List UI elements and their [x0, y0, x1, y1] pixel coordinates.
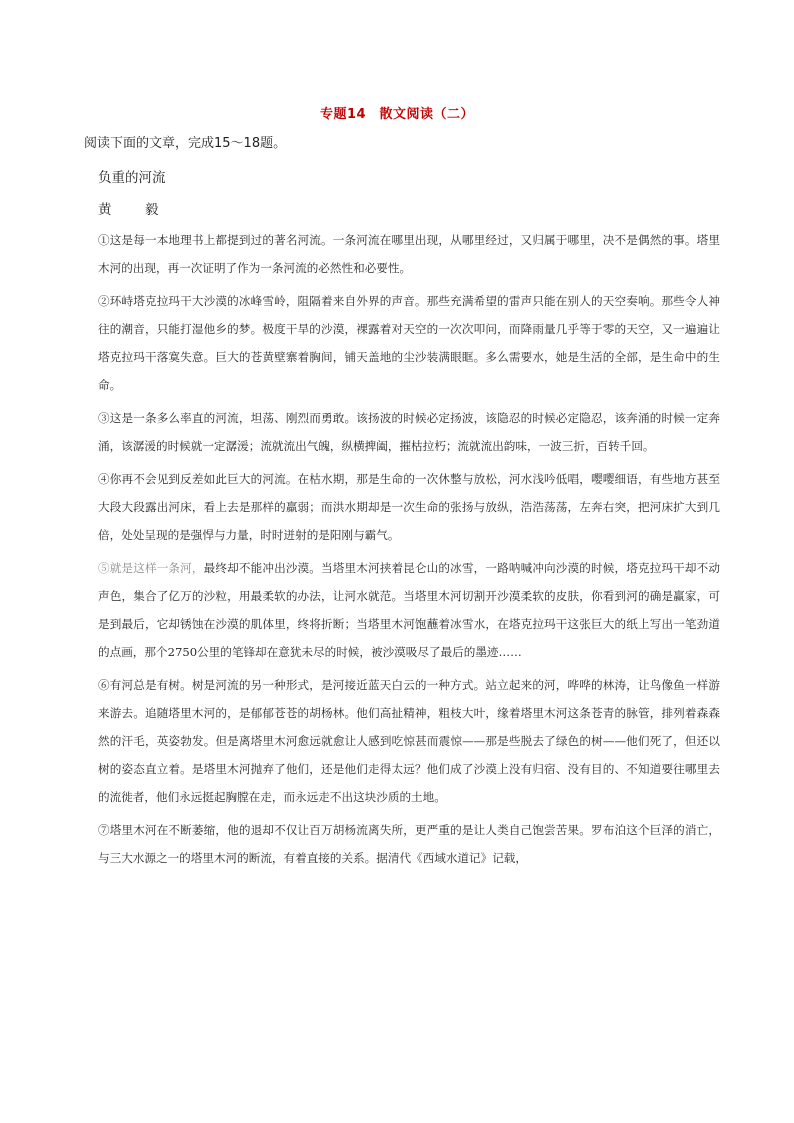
- paragraph-5: [98, 554, 720, 666]
- article-body: [98, 226, 720, 877]
- paragraph-6: ⑥有河总是有树。树是河流的另一种形式，是河接近蓝天白云的一种方式。站立起来的河，哗哗的林涛，让鸟像鱼一样游来游去。追随塔里木河的，是郁郁苍苍的胡杨林。他们高扯精神，粗枝大叶，缘着塔里木河这条苍青的脉管，排列着森森然的汗毛，英姿勃发。但是离塔里木河愈远就愈让人感到吃惊甚而震惊——那是些脱去了绿色的树——他们死了，但还以树的姿态直立着。是塔里木河抛弃了他们，还是他们走得太远？他们成了沙漠上没有归宿、没有目的、不知道要往哪里去的流徙者，他们永远挺起胸膛在走，而永远走不出这块沙质的土地。: [98, 678, 720, 804]
- paragraph-5-highlight: ⑤就是这样一条河，: [98, 561, 204, 575]
- paragraph-1: ①这是每一本地理书上都提到过的著名河流。一条河流在哪里出现，从哪里经过，又归属于哪里，决不是偶然的事。塔里木河的出现，再一次证明了作为一条河流的必然性和必要性。: [98, 233, 720, 275]
- paragraph-5-text: 最终却不能冲出沙漠。当塔里木河挟着昆仑山的冰雪，一路呐喊冲向沙漠的时候，塔克拉玛干却不动声色，集合了亿万的沙粒，用最柔软的办法，让河水就范。当塔里木河切割开沙漠柔软的皮肤，你看到河的确是赢家，可是到最后，它却锈蚀在沙漠的肌体里，终将折断；当塔里木河饱蘸着冰雪水，在塔克拉玛干这张巨大的纸上写出一笔劲道的点画，那个2750公里的笔锋却在意犹未尽的时候，被沙漠吸尽了最后的墨迹……: [98, 561, 720, 659]
- paragraph-2: ②环峙塔克拉玛干大沙漠的冰峰雪岭，阻隔着来自外界的声音。那些充满希望的雷声只能在别人的天空奏响。那些令人神往的潮音，只能打湿他乡的梦。极度干旱的沙漠，裸露着对天空的一次次叩问，而降雨量几乎等于零的天空，又一遍遍让塔克拉玛干落寞失意。巨大的苍黄壁寨着胸间，铺天盖地的尘沙装满眼眶。多么需要水，她是生活的全部，是生命中的生命。: [98, 294, 720, 392]
- instruction-text: 阅读下面的文章，完成15～18题。: [84, 136, 287, 151]
- paragraph-3: ③这是一条多么率直的河流，坦荡、刚烈而勇敢。该扬波的时候必定扬波，该隐忍的时候必定隐忍，该奔涌的时候一定奔涌，该潺湲的时候就一定潺湲；流就流出气魄，纵横捭阖，摧枯拉朽；流就流出韵味，一波三折，百转千回。: [98, 411, 720, 453]
- article-title: 负重的河流: [98, 170, 166, 186]
- paragraph-7: ⑦塔里木河在不断萎缩，他的退却不仅让百万胡杨流离失所，更严重的是让人类自己饱尝苦果。罗布泊这个巨泽的消亡，与三大水源之一的塔里木河的断流，有着直接的关系。据清代《西域水道记》记载，: [98, 823, 720, 865]
- article-author: 黄 毅: [98, 202, 169, 218]
- page-title: 专题14 散文阅读（二）: [319, 107, 475, 122]
- paragraph-4: ④你再不会见到反差如此巨大的河流。在枯水期，那是生命的一次休整与放松，河水浅吟低唱，嘤嘤细语，有些地方甚至大段大段露出河床，看上去是那样的羸弱；而洪水期却是一次生命的张扬与放纵，浩浩荡荡，左奔右突，把河床扩大到几倍，处处呈现的是强悍与力量，时时迸射的是阳刚与霸气。: [98, 472, 720, 542]
